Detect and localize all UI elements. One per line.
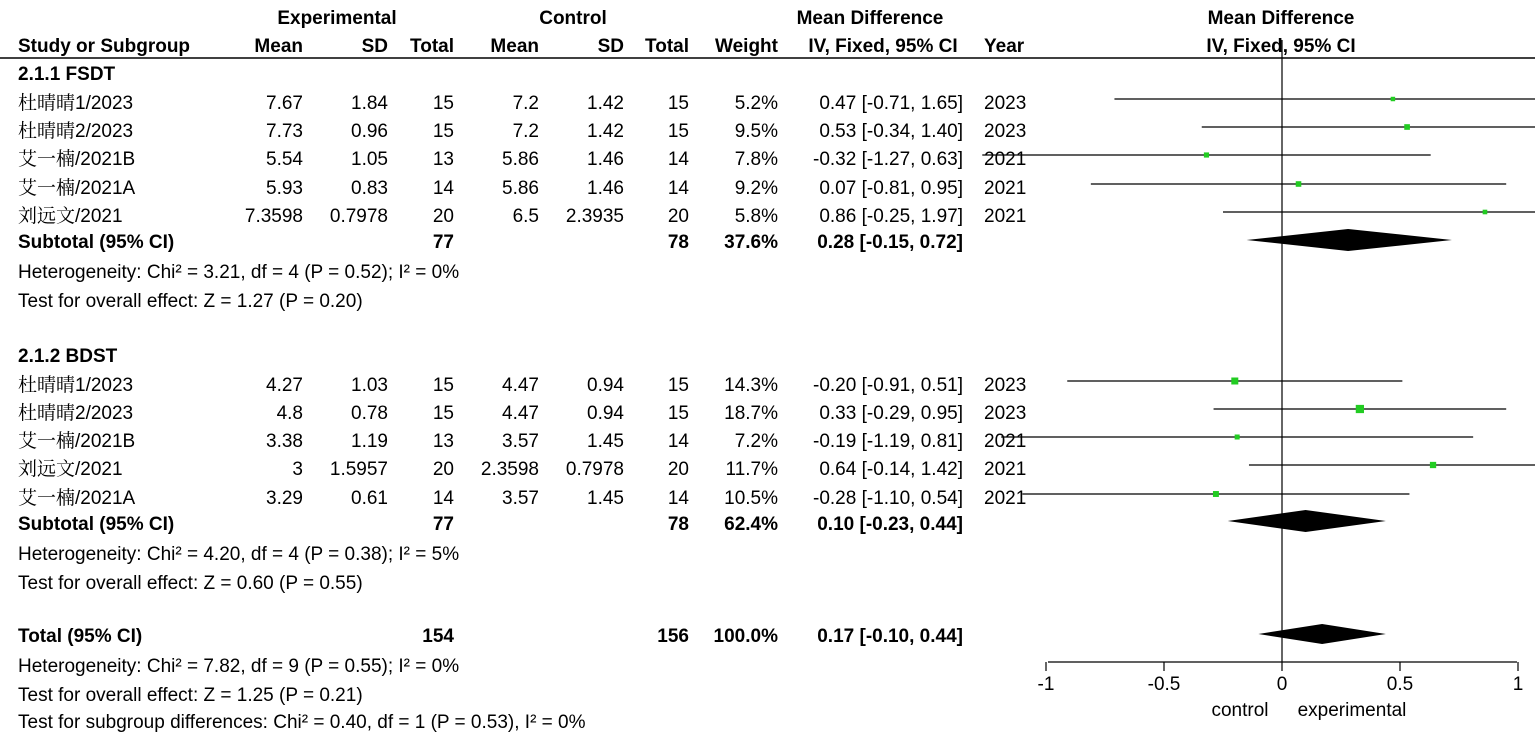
study-sd-exp: 0.96 <box>351 121 388 142</box>
study-sd-ctrl: 1.45 <box>587 488 624 509</box>
study-ci: -0.19 [-1.19, 0.81] <box>813 431 963 452</box>
study-total-exp: 15 <box>432 93 454 114</box>
heterogeneity-text: Heterogeneity: Chi² = 3.21, df = 4 (P = 0.52); I² = 0% <box>18 262 460 283</box>
study-sd-exp: 0.61 <box>351 488 388 509</box>
study-weight: 5.2% <box>734 93 778 114</box>
study-marker <box>1430 462 1436 468</box>
x-tick-label: 0 <box>1276 674 1288 695</box>
total-total-exp: 154 <box>422 626 454 647</box>
study-year: 2021 <box>984 206 1027 227</box>
header-experimental: Experimental <box>277 8 397 29</box>
study-marker <box>1213 491 1219 497</box>
study-name: 艾一楠/2021A <box>18 488 136 509</box>
study-year: 2023 <box>984 403 1027 424</box>
study-sd-ctrl: 1.46 <box>587 178 624 199</box>
study-total-ctrl: 20 <box>667 459 689 480</box>
study-mean-ctrl: 4.47 <box>502 403 539 424</box>
study-total-ctrl: 14 <box>667 178 689 199</box>
subgroup-title: 2.1.1 FSDT <box>18 64 116 85</box>
study-name: 艾一楠/2021A <box>18 178 136 199</box>
subtotal-total-ctrl: 78 <box>667 232 689 253</box>
study-weight: 10.5% <box>724 488 778 509</box>
study-total-ctrl: 15 <box>667 121 689 142</box>
study-total-ctrl: 14 <box>667 488 689 509</box>
study-weight: 9.5% <box>734 121 778 142</box>
study-marker <box>1296 181 1302 187</box>
study-name: 刘远文/2021 <box>18 206 123 227</box>
study-total-exp: 13 <box>432 149 454 170</box>
total-diamond <box>1258 624 1385 644</box>
header-year: Year <box>984 36 1025 57</box>
study-year: 2021 <box>984 149 1027 170</box>
header-mean-difference: Mean Difference <box>796 8 944 29</box>
study-ci: 0.64 [-0.14, 1.42] <box>819 459 963 480</box>
header-ci: IV, Fixed, 95% CI <box>808 36 958 57</box>
overall-effect-text: Test for overall effect: Z = 0.60 (P = 0.55) <box>18 573 363 594</box>
study-mean-exp: 4.8 <box>276 403 303 424</box>
study-ci: 0.53 [-0.34, 1.40] <box>819 121 963 142</box>
study-mean-ctrl: 5.86 <box>502 149 539 170</box>
study-mean-exp: 5.93 <box>266 178 303 199</box>
study-sd-exp: 0.7978 <box>329 206 388 227</box>
study-total-exp: 13 <box>432 431 454 452</box>
study-year: 2021 <box>984 178 1027 199</box>
study-total-exp: 14 <box>432 488 454 509</box>
study-sd-exp: 1.19 <box>351 431 388 452</box>
study-year: 2023 <box>984 375 1027 396</box>
study-marker <box>1231 377 1238 384</box>
study-weight: 5.8% <box>734 206 778 227</box>
study-mean-ctrl: 5.86 <box>502 178 539 199</box>
study-sd-ctrl: 2.3935 <box>565 206 624 227</box>
study-total-exp: 15 <box>432 375 454 396</box>
study-ci: 0.86 [-0.25, 1.97] <box>819 206 963 227</box>
subtotal-total-ctrl: 78 <box>667 514 689 535</box>
study-sd-exp: 1.84 <box>351 93 388 114</box>
header-study: Study or Subgroup <box>18 36 191 57</box>
study-total-ctrl: 14 <box>667 149 689 170</box>
subgroup-title: 2.1.2 BDST <box>18 346 118 367</box>
study-weight: 7.8% <box>734 149 778 170</box>
study-sd-exp: 1.5957 <box>329 459 388 480</box>
study-ci: -0.32 [-1.27, 0.63] <box>813 149 963 170</box>
subtotal-total-exp: 77 <box>432 514 454 535</box>
header-mean2: Mean <box>490 36 539 57</box>
x-tick-label: -0.5 <box>1147 674 1181 695</box>
study-weight: 18.7% <box>724 403 778 424</box>
header-plot-sub: IV, Fixed, 95% CI <box>1206 36 1356 57</box>
study-name: 杜晴晴1/2023 <box>18 93 134 114</box>
study-sd-ctrl: 0.94 <box>587 403 624 424</box>
study-mean-exp: 7.67 <box>266 93 303 114</box>
total-ci: 0.17 [-0.10, 0.44] <box>817 626 963 647</box>
x-tick-label: 0.5 <box>1386 674 1414 695</box>
subtotal-weight: 62.4% <box>724 514 778 535</box>
x-tick-label: 1 <box>1512 674 1524 695</box>
subtotal-weight: 37.6% <box>724 232 778 253</box>
subtotal-ci: 0.10 [-0.23, 0.44] <box>817 514 963 535</box>
total-heterogeneity: Heterogeneity: Chi² = 7.82, df = 9 (P = 0.55); I² = 0% <box>18 656 460 677</box>
x-tick-label: -1 <box>1037 674 1055 695</box>
study-marker <box>1356 405 1364 413</box>
study-mean-exp: 7.3598 <box>244 206 303 227</box>
total-weight: 100.0% <box>713 626 778 647</box>
study-sd-exp: 1.05 <box>351 149 388 170</box>
study-ci: 0.33 [-0.29, 0.95] <box>819 403 963 424</box>
study-ci: -0.28 [-1.10, 0.54] <box>813 488 963 509</box>
study-weight: 11.7% <box>725 459 778 480</box>
x-label-control: control <box>1211 700 1269 721</box>
header-mean1: Mean <box>254 36 303 57</box>
study-mean-exp: 3 <box>292 459 303 480</box>
header-plot-title: Mean Difference <box>1207 8 1355 29</box>
header-sd2: SD <box>597 36 624 57</box>
study-total-exp: 14 <box>432 178 454 199</box>
study-name: 杜晴晴1/2023 <box>18 375 134 396</box>
study-ci: -0.20 [-0.91, 0.51] <box>813 375 963 396</box>
study-marker <box>1483 210 1488 215</box>
study-total-ctrl: 15 <box>667 375 689 396</box>
header-weight: Weight <box>715 36 778 57</box>
study-total-exp: 15 <box>432 121 454 142</box>
study-total-ctrl: 14 <box>667 431 689 452</box>
study-year: 2021 <box>984 488 1027 509</box>
study-year: 2023 <box>984 121 1027 142</box>
study-name: 杜晴晴2/2023 <box>18 403 134 424</box>
study-sd-exp: 1.03 <box>351 375 388 396</box>
header-total2: Total <box>645 36 689 57</box>
study-sd-ctrl: 1.46 <box>587 149 624 170</box>
total-label: Total (95% CI) <box>18 626 143 647</box>
header-sd1: SD <box>361 36 388 57</box>
total-overall-effect: Test for overall effect: Z = 1.25 (P = 0.21) <box>18 685 363 706</box>
study-mean-exp: 3.38 <box>266 431 303 452</box>
study-ci: 0.07 [-0.81, 0.95] <box>819 178 963 199</box>
study-mean-ctrl: 7.2 <box>512 93 539 114</box>
study-year: 2023 <box>984 93 1027 114</box>
study-weight: 9.2% <box>734 178 778 199</box>
subtotal-diamond <box>1247 229 1452 251</box>
subtotal-ci: 0.28 [-0.15, 0.72] <box>817 232 963 253</box>
header-control: Control <box>539 8 607 29</box>
study-mean-ctrl: 7.2 <box>512 121 539 142</box>
study-sd-exp: 0.83 <box>351 178 388 199</box>
study-mean-ctrl: 3.57 <box>502 431 539 452</box>
study-name: 艾一楠/2021B <box>18 149 136 170</box>
subtotal-label: Subtotal (95% CI) <box>18 514 175 535</box>
study-mean-exp: 4.27 <box>266 375 303 396</box>
subtotal-label: Subtotal (95% CI) <box>18 232 175 253</box>
study-mean-ctrl: 4.47 <box>502 375 539 396</box>
total-total-ctrl: 156 <box>657 626 689 647</box>
x-label-experimental: experimental <box>1297 700 1407 721</box>
subtotal-diamond <box>1228 510 1386 532</box>
study-name: 刘远文/2021 <box>18 459 123 480</box>
study-name: 艾一楠/2021B <box>18 431 136 452</box>
study-mean-exp: 3.29 <box>266 488 303 509</box>
study-marker <box>1204 152 1209 157</box>
study-total-exp: 15 <box>432 403 454 424</box>
study-year: 2021 <box>984 431 1027 452</box>
study-marker <box>1391 97 1395 101</box>
study-total-ctrl: 15 <box>667 403 689 424</box>
study-sd-ctrl: 1.45 <box>587 431 624 452</box>
study-marker <box>1235 434 1240 439</box>
subgroup-differences: Test for subgroup differences: Chi² = 0.40, df = 1 (P = 0.53), I² = 0% <box>18 712 586 733</box>
heterogeneity-text: Heterogeneity: Chi² = 4.20, df = 4 (P = 0.38); I² = 5% <box>18 544 460 565</box>
study-mean-ctrl: 2.3598 <box>480 459 539 480</box>
study-ci: 0.47 [-0.71, 1.65] <box>819 93 963 114</box>
study-mean-exp: 7.73 <box>266 121 303 142</box>
overall-effect-text: Test for overall effect: Z = 1.27 (P = 0.20) <box>18 291 363 312</box>
subtotal-total-exp: 77 <box>432 232 454 253</box>
study-weight: 7.2% <box>734 431 778 452</box>
study-sd-exp: 0.78 <box>351 403 388 424</box>
study-sd-ctrl: 1.42 <box>587 93 624 114</box>
study-total-ctrl: 15 <box>667 93 689 114</box>
study-weight: 14.3% <box>724 375 778 396</box>
study-name: 杜晴晴2/2023 <box>18 121 134 142</box>
study-sd-ctrl: 1.42 <box>587 121 624 142</box>
study-year: 2021 <box>984 459 1027 480</box>
study-mean-ctrl: 6.5 <box>512 206 539 227</box>
study-total-ctrl: 20 <box>667 206 689 227</box>
study-mean-ctrl: 3.57 <box>502 488 539 509</box>
study-marker <box>1404 124 1410 130</box>
header-total1: Total <box>410 36 454 57</box>
study-sd-ctrl: 0.7978 <box>565 459 624 480</box>
study-sd-ctrl: 0.94 <box>587 375 624 396</box>
study-mean-exp: 5.54 <box>266 149 303 170</box>
study-total-exp: 20 <box>432 206 454 227</box>
study-total-exp: 20 <box>432 459 454 480</box>
